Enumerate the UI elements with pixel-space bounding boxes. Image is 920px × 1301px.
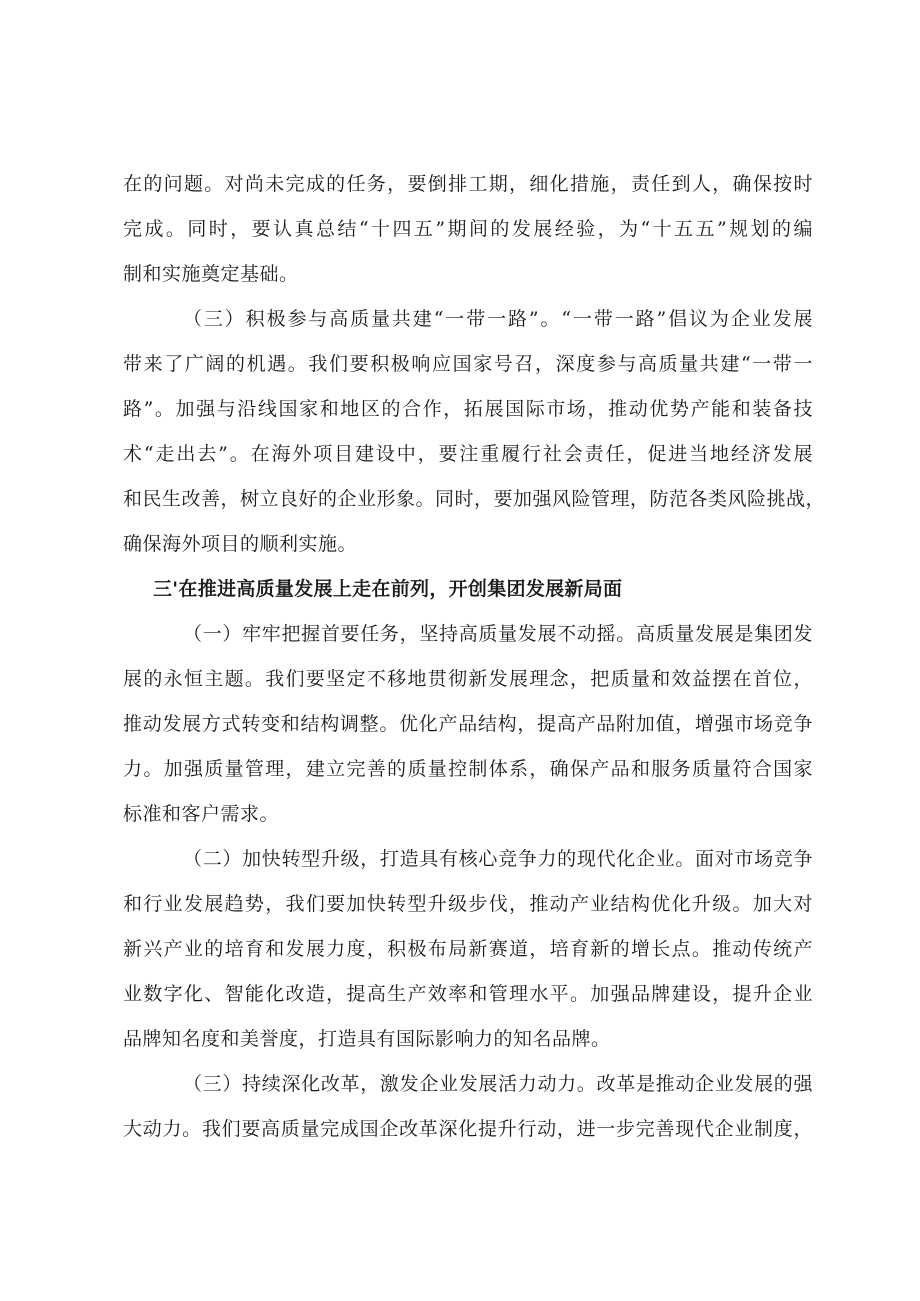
- paragraph-start-line: （二）加快转型升级，打造具有核心竞争力的现代化企业。面对市场竞争: [183, 848, 813, 870]
- text-line: 推动发展方式转变和结构调整。优化产品结构，提高产品附加值，增强市场竞争: [123, 713, 813, 735]
- text-line: 带来了广阔的机遇。我们要积极响应国家号召，深度参与高质量共建“一带一: [123, 353, 813, 375]
- text-line: 术“走出去”。在海外项目建设中，要注重履行社会责任，促进当地经济发展: [123, 443, 813, 465]
- section-heading: 三'在推进高质量发展上走在前列，开创集团发展新局面: [153, 578, 623, 600]
- paragraph-start-line: （三）积极参与高质量共建“一带一路”。“一带一路”倡议为企业发展: [183, 308, 813, 330]
- text-line: 业数字化、智能化改造，提高生产效率和管理水平。加强品牌建设，提升企业: [123, 983, 813, 1005]
- text-line: 确保海外项目的顺利实施。: [123, 533, 358, 555]
- text-line: 完成。同时，要认真总结“十四五”期间的发展经验，为“十五五”规划的编: [123, 218, 813, 240]
- text-line: 展的永恒主题。我们要坚定不移地贯彻新发展理念，把质量和效益摆在首位，: [123, 668, 813, 690]
- text-line: 品牌知名度和美誉度，打造具有国际影响力的知名品牌。: [123, 1028, 611, 1050]
- text-line: 制和实施奠定基础。: [123, 263, 299, 285]
- paragraph-start-line: （三）持续深化改革，激发企业发展活力动力。改革是推动企业发展的强: [183, 1073, 813, 1095]
- text-line: 路”。加强与沿线国家和地区的合作，拓展国际市场，推动优势产能和装备技: [123, 398, 813, 420]
- text-line: 标准和客户需求。: [123, 803, 280, 825]
- text-line: 和民生改善，树立良好的企业形象。同时，要加强风险管理，防范各类风险挑战，: [123, 488, 826, 510]
- text-line: 新兴产业的培育和发展力度，积极布局新赛道，培育新的增长点。推动传统产: [123, 938, 813, 960]
- text-line: 力。加强质量管理，建立完善的质量控制体系，确保产品和服务质量符合国家: [123, 758, 813, 780]
- text-line: 和行业发展趋势，我们要加快转型升级步伐，推动产业结构优化升级。加大对: [123, 893, 813, 915]
- text-line: 在的问题。对尚未完成的任务，要倒排工期，细化措施，责任到人，确保按时: [123, 173, 813, 195]
- paragraph-start-line: （一）牢牢把握首要任务，坚持高质量发展不动摇。高质量发展是集团发: [183, 623, 813, 645]
- text-line: 大动力。我们要高质量完成国企改革深化提升行动，进一步完善现代企业制度，: [123, 1118, 813, 1140]
